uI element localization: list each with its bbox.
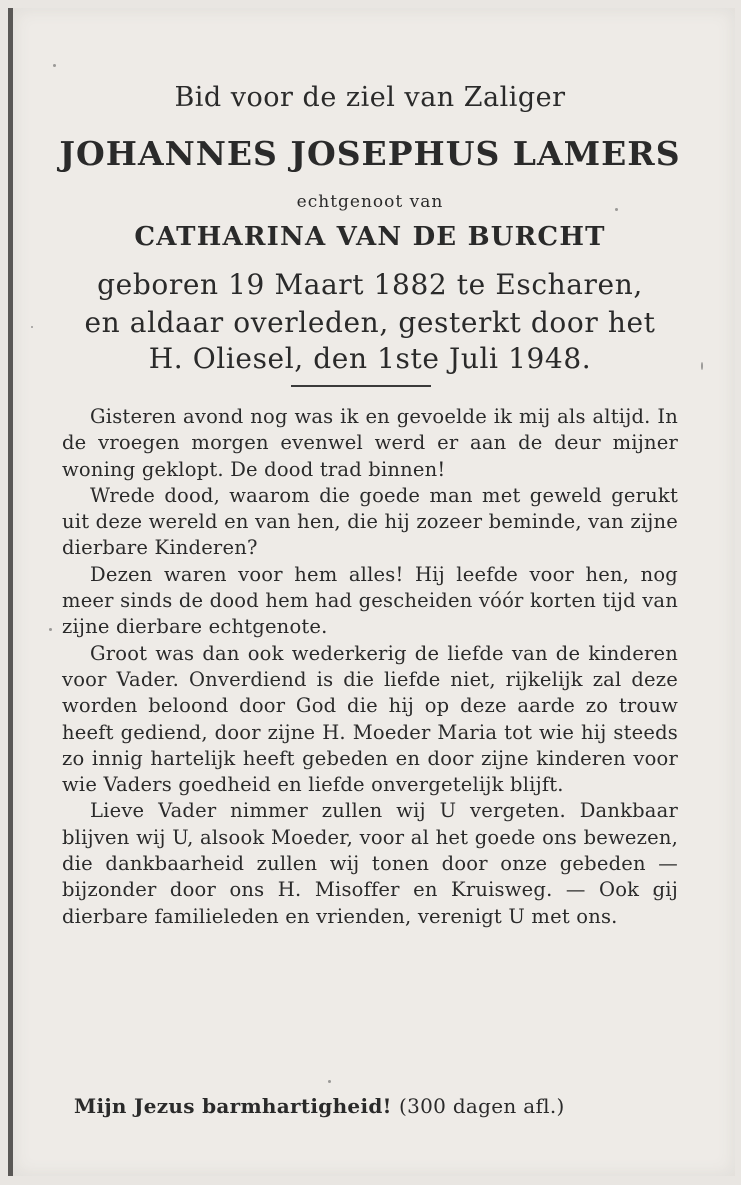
paragraph: Wrede dood, waarom die goede man met geweld gerukt uit deze wereld en van hen, die hij zozeer beminde, van zijne dierbare Kinderen? <box>62 483 678 560</box>
speck <box>53 64 56 67</box>
death-line: en aldaar overleden, gesterkt door het <box>84 306 656 339</box>
spouse-name: CATHARINA VAN DE BURCHT <box>134 222 606 252</box>
death-date-line: H. Oliesel, den 1ste Juli 1948. <box>148 342 592 375</box>
indulgence-note: (300 dagen afl.) <box>398 1094 565 1118</box>
deceased-name: JOHANNES JOSEPHUS LAMERS <box>59 134 681 173</box>
paragraph: Groot was dan ook wederkerig de liefde van de kinderen voor Vader. Onverdiend is die liefde niet, rijkelijk zal deze worden beloond door God die hij op deze aarde zo trouw heeft gediend, door zijne H. Moeder Maria tot wie hij steeds zo innig hartelijk heeft gebeden en door zijne kinderen voor wie Vaders goedheid en liefde onvergetelijk blijft. <box>62 641 678 797</box>
speck <box>49 628 52 631</box>
paragraph: Gisteren avond nog was ik en gevoelde ik mij als altijd. In de vroegen morgen evenwel werd er aan de deur mijner woning geklopt. De dood trad binnen! <box>62 405 678 481</box>
spouse-label: echtgenoot van <box>296 192 444 212</box>
birth-line: geboren 19 Maart 1882 te Escharen, <box>97 268 643 301</box>
paragraph: Dezen waren voor hem alles! Hij leefde voor hen, nog meer sinds de dood hem had gescheiden vóór korten tijd van zijne dierbare echtgenote. <box>62 562 678 639</box>
speck <box>328 1080 331 1083</box>
prayer-heading: Bid voor de ziel van Zaliger <box>174 82 566 113</box>
divider-rule <box>291 385 431 387</box>
memorial-text <box>62 404 678 930</box>
ejaculation-prayer: Mijn Jezus barmhartigheid! <box>74 1094 392 1118</box>
closing-prayer <box>74 1094 684 1118</box>
paragraph: Lieve Vader nimmer zullen wij U vergeten. Dankbaar blijven wij U, alsook Moeder, voor al het goede ons bewezen, die dankbaarheid zullen wij tonen door onze gebeden — bijzonder door ons H. Misoffer en Kruisweg. — Ook gij dierbare familieleden en vrienden, verenigt U met ons. <box>62 799 678 928</box>
